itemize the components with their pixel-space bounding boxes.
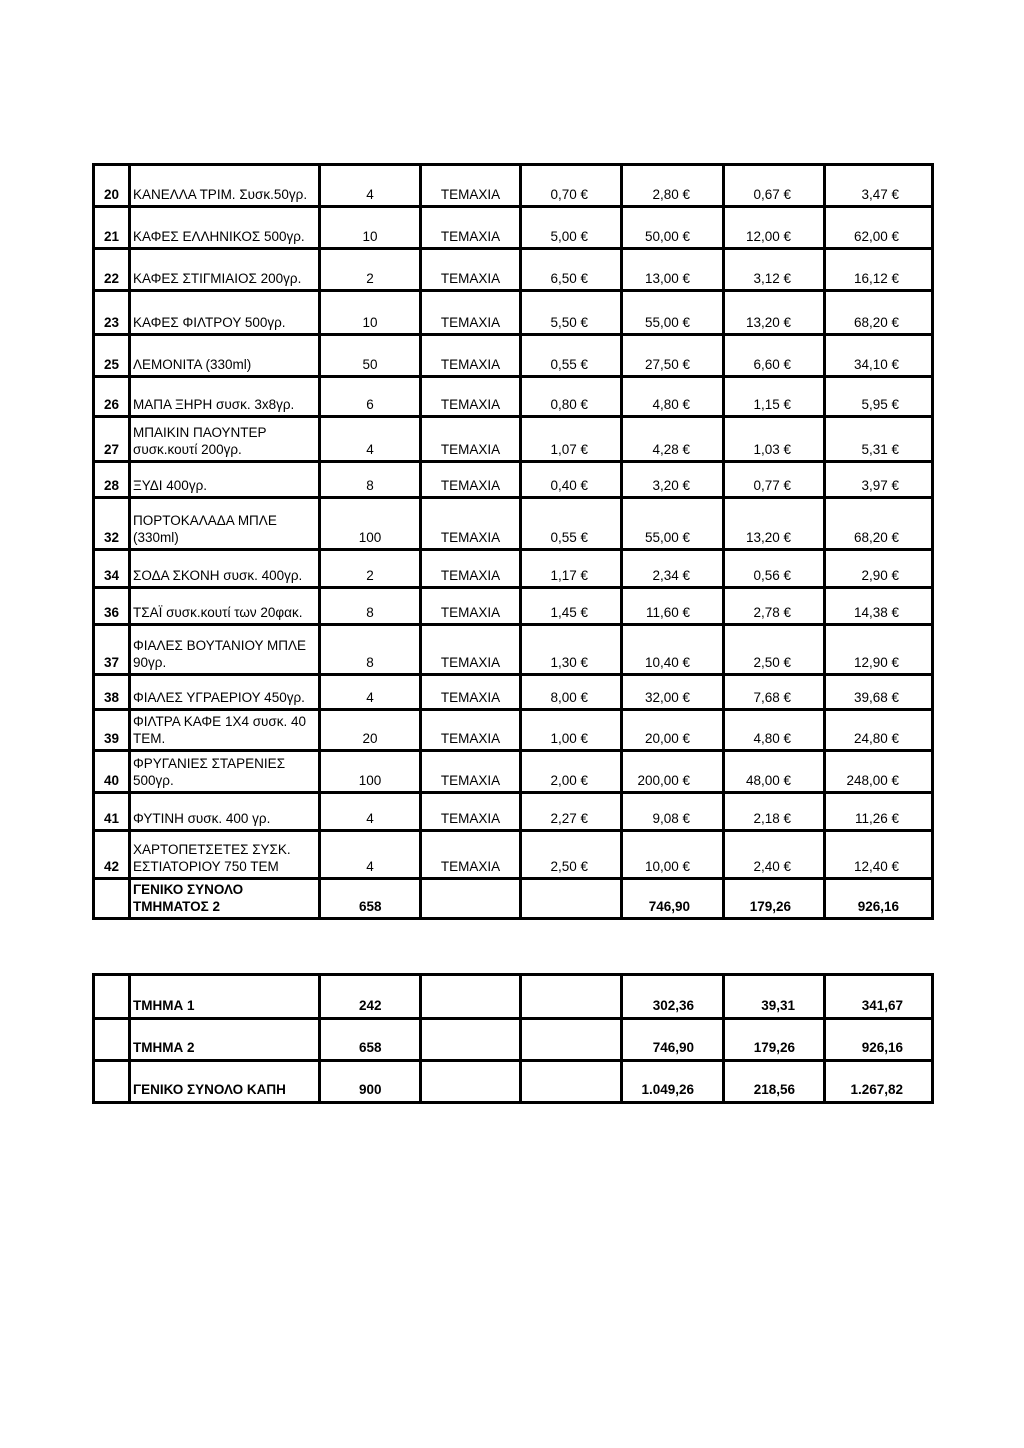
item-vat: 13,20 €: [724, 498, 825, 550]
item-unit-price: 1,07 €: [521, 417, 622, 462]
item-total: 12,40 €: [825, 831, 933, 879]
summary-quantity: 242: [320, 975, 421, 1019]
item-code: 36: [94, 588, 130, 625]
item-net-amount: 32,00 €: [622, 675, 724, 710]
item-vat: 6,60 €: [724, 335, 825, 377]
item-unit: ΤΕΜΑΧΙΑ: [421, 498, 521, 550]
item-code: 41: [94, 793, 130, 831]
summary-net: 1.049,26: [622, 1061, 724, 1103]
item-row: [94, 588, 933, 625]
items-body: [94, 165, 933, 919]
item-description: [130, 550, 320, 588]
item-vat: 0,56 €: [724, 550, 825, 588]
item-row: [94, 249, 933, 291]
summary-empty-cell: [421, 975, 521, 1019]
item-total: 2,90 €: [825, 550, 933, 588]
item-unit-price: 2,27 €: [521, 793, 622, 831]
item-net-amount: 50,00 €: [622, 207, 724, 249]
item-unit-price: 1,17 €: [521, 550, 622, 588]
total-empty-cell: [521, 879, 622, 919]
item-quantity: 50: [320, 335, 421, 377]
item-description-line: ΤΕΜ.: [133, 731, 166, 746]
item-total: 68,20 €: [825, 498, 933, 550]
item-description-line: (330ml): [133, 530, 179, 545]
item-unit-price: 1,45 €: [521, 588, 622, 625]
item-unit: ΤΕΜΑΧΙΑ: [421, 165, 521, 207]
item-description: [130, 751, 320, 793]
item-code: 23: [94, 291, 130, 335]
item-quantity: 100: [320, 498, 421, 550]
item-description: [130, 710, 320, 751]
item-unit: ΤΕΜΑΧΙΑ: [421, 417, 521, 462]
item-net-amount: 27,50 €: [622, 335, 724, 377]
item-description: [130, 207, 320, 249]
item-code: 22: [94, 249, 130, 291]
item-description-line: 90γρ.: [133, 655, 167, 670]
item-description: [130, 498, 320, 550]
summary-label: ΓΕΝΙΚΟ ΣΥΝΟΛΟ ΚΑΠΗ: [130, 1061, 320, 1103]
summary-row: [94, 1019, 933, 1061]
item-vat: 12,00 €: [724, 207, 825, 249]
item-description-line: ΚΑΦΕΣ ΕΛΛΗΝΙΚΟΣ 500γρ.: [133, 229, 305, 244]
item-row: [94, 377, 933, 417]
item-total: 24,80 €: [825, 710, 933, 751]
section-total-quantity: 658: [320, 879, 421, 919]
item-description-line: ΜΠΑΙΚΙΝ ΠΑΟΥΝΤΕΡ: [133, 425, 267, 440]
item-description-line: ΚΑΝΕΛΛΑ ΤΡΙΜ. Συσκ.50γρ.: [133, 187, 308, 202]
item-unit-price: 5,00 €: [521, 207, 622, 249]
summary-empty-cell: [521, 1019, 622, 1061]
item-row: [94, 751, 933, 793]
item-vat: 2,78 €: [724, 588, 825, 625]
item-unit: ΤΕΜΑΧΙΑ: [421, 710, 521, 751]
item-description-line: 500γρ.: [133, 773, 174, 788]
item-quantity: 2: [320, 249, 421, 291]
item-total: 3,97 €: [825, 462, 933, 498]
item-total: 11,26 €: [825, 793, 933, 831]
item-total: 34,10 €: [825, 335, 933, 377]
item-description-line: ΦΡΥΓΑΝΙΕΣ ΣΤΑΡΕΝΙΕΣ: [133, 756, 286, 771]
item-net-amount: 20,00 €: [622, 710, 724, 751]
item-net-amount: 11,60 €: [622, 588, 724, 625]
item-row: [94, 675, 933, 710]
item-code: 42: [94, 831, 130, 879]
summary-row: [94, 1061, 933, 1103]
summary-empty-cell: [521, 1061, 622, 1103]
summary-row: [94, 975, 933, 1019]
item-description: [130, 588, 320, 625]
item-unit: ΤΕΜΑΧΙΑ: [421, 291, 521, 335]
item-description: [130, 675, 320, 710]
item-description: [130, 625, 320, 675]
item-description-line: ΕΣΤΙΑΤΟΡΙΟΥ 750 ΤΕΜ: [133, 859, 279, 874]
item-unit: ΤΕΜΑΧΙΑ: [421, 625, 521, 675]
summary-label: ΤΜΗΜΑ 2: [130, 1019, 320, 1061]
item-row: [94, 165, 933, 207]
item-description-line: ΣΟΔΑ ΣΚΟΝΗ συσκ. 400γρ.: [133, 568, 303, 583]
summary-empty-cell: [94, 1061, 130, 1103]
summary-total: 341,67: [825, 975, 933, 1019]
item-code: 28: [94, 462, 130, 498]
item-code: 40: [94, 751, 130, 793]
item-description: [130, 335, 320, 377]
section-total-label-line: ΤΜΗΜΑΤΟΣ 2: [133, 899, 220, 914]
summary-quantity: 900: [320, 1061, 421, 1103]
item-total: 39,68 €: [825, 675, 933, 710]
item-total: 3,47 €: [825, 165, 933, 207]
item-net-amount: 9,08 €: [622, 793, 724, 831]
item-description-line: ΦΙΛΤΡΑ ΚΑΦΕ 1Χ4 συσκ. 40: [133, 714, 307, 729]
items-table: [92, 163, 934, 920]
section-total-vat: 179,26: [724, 879, 825, 919]
item-quantity: 10: [320, 207, 421, 249]
item-code: 39: [94, 710, 130, 751]
summary-empty-cell: [421, 1061, 521, 1103]
item-quantity: 100: [320, 751, 421, 793]
item-unit: ΤΕΜΑΧΙΑ: [421, 588, 521, 625]
item-total: 12,90 €: [825, 625, 933, 675]
item-quantity: 4: [320, 417, 421, 462]
item-description: [130, 417, 320, 462]
item-total: 68,20 €: [825, 291, 933, 335]
item-total: 5,95 €: [825, 377, 933, 417]
item-unit: ΤΕΜΑΧΙΑ: [421, 550, 521, 588]
item-code: 32: [94, 498, 130, 550]
item-vat: 2,50 €: [724, 625, 825, 675]
item-description-line: ΦΙΑΛΕΣ ΥΓΡΑΕΡΙΟΥ 450γρ.: [133, 690, 305, 705]
item-quantity: 20: [320, 710, 421, 751]
item-net-amount: 10,00 €: [622, 831, 724, 879]
item-row: [94, 291, 933, 335]
item-unit: ΤΕΜΑΧΙΑ: [421, 462, 521, 498]
item-row: [94, 710, 933, 751]
summary-quantity: 658: [320, 1019, 421, 1061]
item-row: [94, 207, 933, 249]
item-description-line: ΠΟΡΤΟΚΑΛΑΔΑ ΜΠΛΕ: [133, 513, 277, 528]
item-row: [94, 831, 933, 879]
item-quantity: 10: [320, 291, 421, 335]
item-row: [94, 793, 933, 831]
item-code: 34: [94, 550, 130, 588]
item-description: [130, 249, 320, 291]
item-code: 26: [94, 377, 130, 417]
item-unit: ΤΕΜΑΧΙΑ: [421, 831, 521, 879]
item-description-line: ΛΕΜΟΝΙΤΑ (330ml): [133, 357, 252, 372]
item-code: 25: [94, 335, 130, 377]
item-unit-price: 2,00 €: [521, 751, 622, 793]
item-vat: 13,20 €: [724, 291, 825, 335]
item-description-line: ΞΥΔΙ 400γρ.: [133, 478, 207, 493]
summary-table: [92, 973, 934, 1104]
item-row: [94, 462, 933, 498]
item-unit: ΤΕΜΑΧΙΑ: [421, 207, 521, 249]
item-description-line: ΧΑΡΤΟΠΕΤΣΕΤΕΣ ΣΥΣΚ.: [133, 842, 291, 857]
item-unit-price: 1,30 €: [521, 625, 622, 675]
item-vat: 2,40 €: [724, 831, 825, 879]
summary-empty-cell: [94, 1019, 130, 1061]
item-unit-price: 0,55 €: [521, 335, 622, 377]
item-unit-price: 0,55 €: [521, 498, 622, 550]
item-unit-price: 1,00 €: [521, 710, 622, 751]
item-quantity: 4: [320, 165, 421, 207]
item-unit: ΤΕΜΑΧΙΑ: [421, 377, 521, 417]
item-description: [130, 462, 320, 498]
item-description: [130, 793, 320, 831]
item-net-amount: 4,80 €: [622, 377, 724, 417]
item-unit-price: 0,40 €: [521, 462, 622, 498]
item-code: 38: [94, 675, 130, 710]
item-unit: ΤΕΜΑΧΙΑ: [421, 335, 521, 377]
item-net-amount: 200,00 €: [622, 751, 724, 793]
item-unit-price: 5,50 €: [521, 291, 622, 335]
item-net-amount: 55,00 €: [622, 498, 724, 550]
item-total: 5,31 €: [825, 417, 933, 462]
item-row: [94, 625, 933, 675]
item-description-line: ΚΑΦΕΣ ΦΙΛΤΡΟΥ 500γρ.: [133, 315, 286, 330]
summary-empty-cell: [94, 975, 130, 1019]
item-net-amount: 4,28 €: [622, 417, 724, 462]
item-vat: 4,80 €: [724, 710, 825, 751]
item-vat: 3,12 €: [724, 249, 825, 291]
item-unit: ΤΕΜΑΧΙΑ: [421, 793, 521, 831]
item-vat: 48,00 €: [724, 751, 825, 793]
item-net-amount: 13,00 €: [622, 249, 724, 291]
item-description: [130, 165, 320, 207]
section-total-net: 746,90: [622, 879, 724, 919]
item-quantity: 8: [320, 462, 421, 498]
item-code: 37: [94, 625, 130, 675]
item-total: 248,00 €: [825, 751, 933, 793]
item-description: [130, 831, 320, 879]
item-code: 20: [94, 165, 130, 207]
item-net-amount: 3,20 €: [622, 462, 724, 498]
item-net-amount: 55,00 €: [622, 291, 724, 335]
item-vat: 2,18 €: [724, 793, 825, 831]
item-quantity: 6: [320, 377, 421, 417]
total-empty-cell: [94, 879, 130, 919]
summary-empty-cell: [421, 1019, 521, 1061]
section-total-label-line: ΓΕΝΙΚΟ ΣΥΝΟΛΟ: [133, 882, 244, 897]
item-code: 27: [94, 417, 130, 462]
item-description: [130, 291, 320, 335]
item-quantity: 4: [320, 675, 421, 710]
item-description-line: ΦΙΑΛΕΣ ΒΟΥΤΑΝΙΟΥ ΜΠΛΕ: [133, 638, 307, 653]
item-vat: 7,68 €: [724, 675, 825, 710]
item-row: [94, 498, 933, 550]
summary-vat: 218,56: [724, 1061, 825, 1103]
item-vat: 1,15 €: [724, 377, 825, 417]
section-total-grand: 926,16: [825, 879, 933, 919]
summary-label: ΤΜΗΜΑ 1: [130, 975, 320, 1019]
item-quantity: 8: [320, 625, 421, 675]
item-description-line: ΜΑΠΑ ΞΗΡΗ συσκ. 3x8γρ.: [133, 397, 295, 412]
item-vat: 1,03 €: [724, 417, 825, 462]
item-quantity: 4: [320, 831, 421, 879]
item-description-line: συσκ.κουτί 200γρ.: [133, 442, 242, 457]
summary-empty-cell: [521, 975, 622, 1019]
summary-total: 926,16: [825, 1019, 933, 1061]
total-empty-cell: [421, 879, 521, 919]
item-unit: ΤΕΜΑΧΙΑ: [421, 675, 521, 710]
item-row: [94, 335, 933, 377]
item-unit-price: 0,80 €: [521, 377, 622, 417]
item-unit: ΤΕΜΑΧΙΑ: [421, 249, 521, 291]
summary-net: 302,36: [622, 975, 724, 1019]
item-description: [130, 377, 320, 417]
summary-vat: 39,31: [724, 975, 825, 1019]
item-unit-price: 0,70 €: [521, 165, 622, 207]
summary-body: [94, 975, 933, 1103]
item-net-amount: 2,34 €: [622, 550, 724, 588]
item-row: [94, 417, 933, 462]
item-quantity: 4: [320, 793, 421, 831]
item-code: 21: [94, 207, 130, 249]
summary-vat: 179,26: [724, 1019, 825, 1061]
item-total: 16,12 €: [825, 249, 933, 291]
summary-total: 1.267,82: [825, 1061, 933, 1103]
item-row: [94, 550, 933, 588]
item-unit: ΤΕΜΑΧΙΑ: [421, 751, 521, 793]
section-total-row: [94, 879, 933, 919]
summary-net: 746,90: [622, 1019, 724, 1061]
item-quantity: 2: [320, 550, 421, 588]
item-total: 62,00 €: [825, 207, 933, 249]
item-net-amount: 10,40 €: [622, 625, 724, 675]
item-quantity: 8: [320, 588, 421, 625]
item-unit-price: 8,00 €: [521, 675, 622, 710]
item-description-line: ΚΑΦΕΣ ΣΤΙΓΜΙΑΙΟΣ 200γρ.: [133, 271, 302, 286]
item-unit-price: 2,50 €: [521, 831, 622, 879]
item-description-line: ΤΣΑΪ συσκ.κουτί των 20φακ.: [133, 605, 303, 620]
section-total-label: [130, 879, 320, 919]
item-net-amount: 2,80 €: [622, 165, 724, 207]
item-total: 14,38 €: [825, 588, 933, 625]
item-description-line: ΦΥΤΙΝΗ συσκ. 400 γρ.: [133, 811, 271, 826]
item-unit-price: 6,50 €: [521, 249, 622, 291]
item-vat: 0,67 €: [724, 165, 825, 207]
item-vat: 0,77 €: [724, 462, 825, 498]
